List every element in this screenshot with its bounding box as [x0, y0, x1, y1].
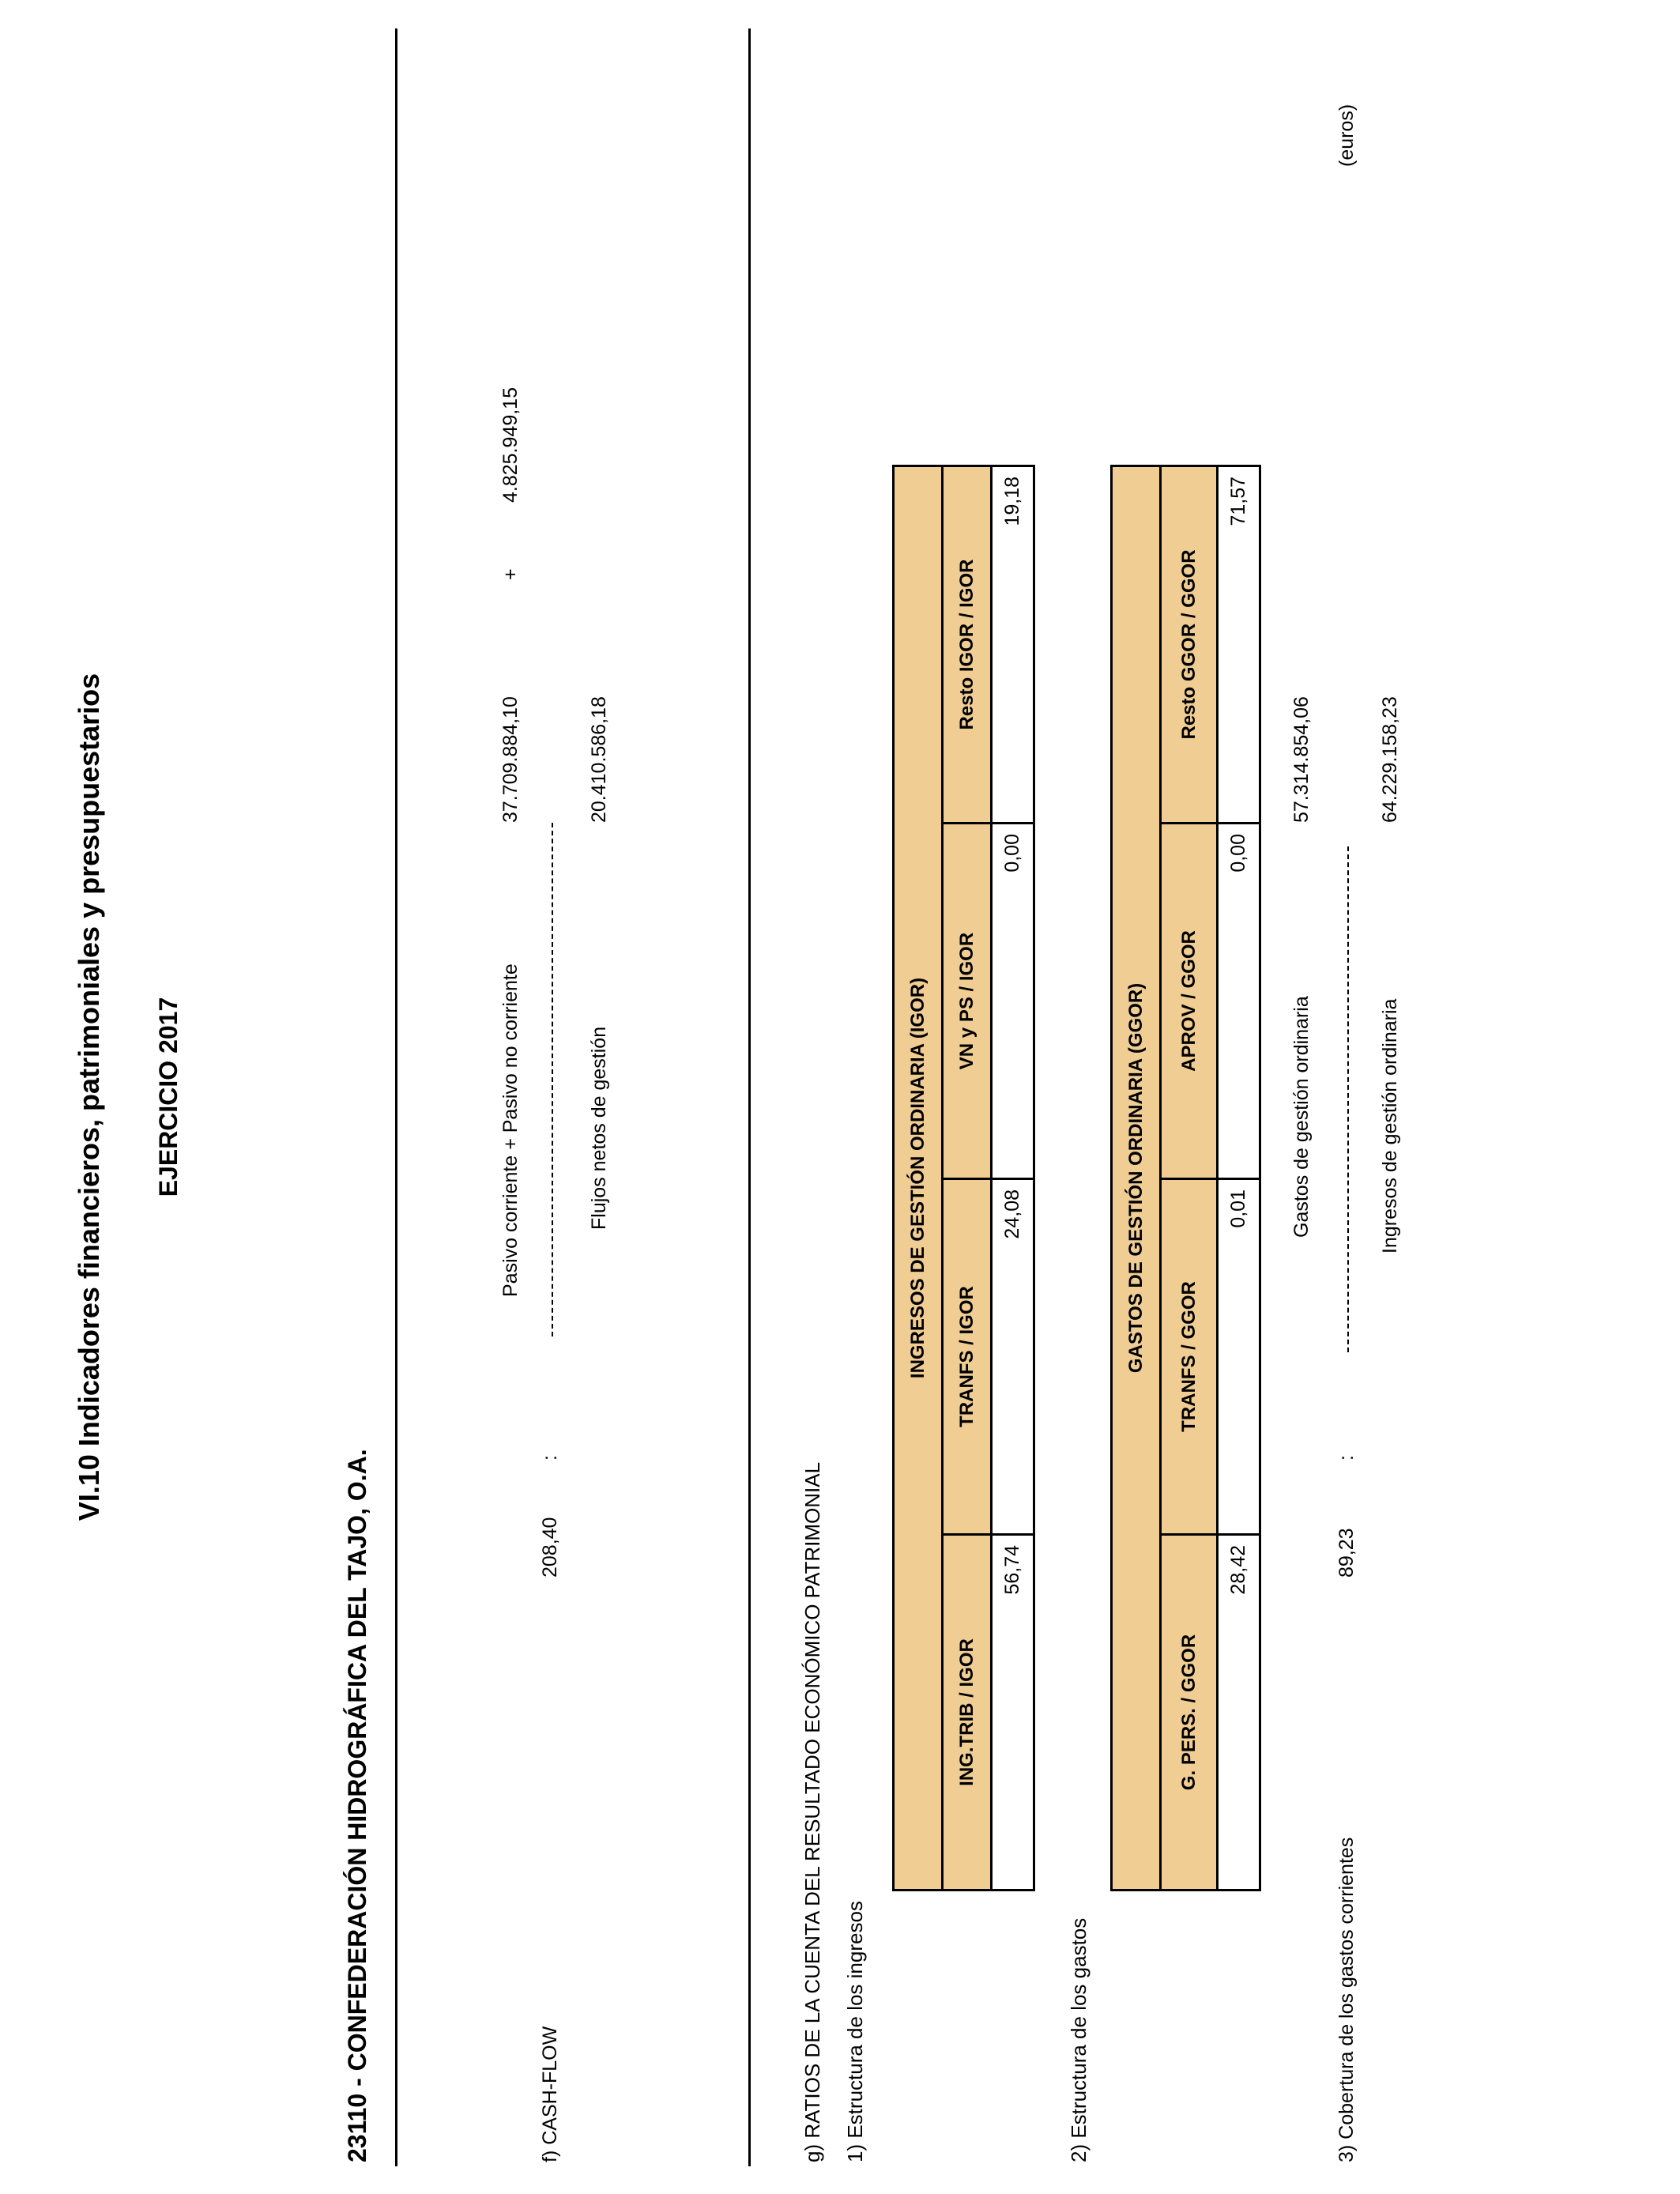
cash-flow-label: f) CASH-FLOW — [539, 2026, 561, 2162]
cash-flow-numerator-value-2: 4.825.949,15 — [499, 387, 522, 503]
expense-col-tranfs: TRANFS / GGOR — [1161, 1179, 1218, 1535]
coverage-value: 89,23 — [1335, 1528, 1358, 1578]
income-col-resto: Resto IGOR / IGOR — [943, 466, 992, 823]
cash-flow-colon: : — [539, 1455, 561, 1461]
page-title: VI.10 Indicadores financieros, patrimoniales y presupuestarios — [73, 673, 105, 1521]
income-group-header: INGRESOS DE GESTIÓN ORDINARIA (IGOR) — [894, 466, 943, 1890]
exercise-year: EJERCICIO 2017 — [154, 997, 183, 1197]
expense-structure-table — [1110, 465, 1261, 1891]
middle-divider — [748, 28, 751, 2166]
top-divider — [395, 28, 397, 2166]
income-col-tranfs: TRANFS / IGOR — [943, 1179, 992, 1535]
coverage-fraction-line — [1347, 846, 1349, 1352]
expense-col-resto: Resto GGOR / GGOR — [1161, 466, 1218, 823]
cash-flow-numerator-value-1: 37.709.884,10 — [499, 696, 522, 823]
cash-flow-denominator-label: Flujos netos de gestión — [588, 1026, 610, 1230]
expense-group-header: GASTOS DE GESTIÓN ORDINARIA (GGOR) — [1112, 466, 1161, 1890]
expense-value-resto: 71,57 — [1218, 466, 1260, 823]
income-col-ingtrib: ING.TRIB / IGOR — [943, 1535, 992, 1891]
coverage-denominator-label: Ingresos de gestión ordinaria — [1379, 998, 1401, 1253]
income-value-ingtrib: 56,74 — [992, 1535, 1034, 1891]
ratios-title: g) RATIOS DE LA CUENTA DEL RESULTADO ECONÓMICO PATRIMONIAL — [800, 1461, 824, 2162]
expense-value-gpers: 28,42 — [1218, 1535, 1260, 1891]
income-value-tranfs: 24,08 — [992, 1179, 1034, 1535]
units-label: (euros) — [1335, 104, 1358, 167]
coverage-numerator-label: Gastos de gestión ordinaria — [1290, 996, 1313, 1238]
coverage-denominator-value: 64.229.158,23 — [1379, 696, 1401, 823]
cash-flow-value: 208,40 — [539, 1517, 561, 1578]
income-col-vnps: VN y PS / IGOR — [943, 824, 992, 1179]
expense-structure-label: 2) Estructura de los gastos — [1067, 1917, 1090, 2162]
cash-flow-fraction-line — [552, 823, 553, 1336]
income-value-resto: 19,18 — [992, 466, 1034, 823]
coverage-label: 3) Cobertura de los gastos corrientes — [1335, 1837, 1358, 2162]
coverage-colon: : — [1335, 1455, 1358, 1461]
expense-col-aprov: APROV / GGOR — [1161, 824, 1218, 1179]
income-value-vnps: 0,00 — [992, 824, 1034, 1179]
cash-flow-numerator-label: Pasivo corriente + Pasivo no corriente — [499, 963, 522, 1297]
expense-value-tranfs: 0,01 — [1218, 1179, 1260, 1535]
cash-flow-denominator-value: 20.410.586,18 — [588, 696, 610, 823]
cash-flow-plus: + — [499, 568, 522, 580]
entity-name: 23110 - CONFEDERACIÓN HIDROGRÁFICA DEL TAJO, O.A. — [343, 1449, 371, 2162]
expense-value-aprov: 0,00 — [1218, 824, 1260, 1179]
coverage-numerator-value: 57.314.854,06 — [1290, 696, 1313, 823]
income-structure-table — [892, 465, 1035, 1891]
expense-col-gpers: G. PERS. / GGOR — [1161, 1535, 1218, 1891]
income-structure-label: 1) Estructura de los ingresos — [843, 1901, 867, 2162]
